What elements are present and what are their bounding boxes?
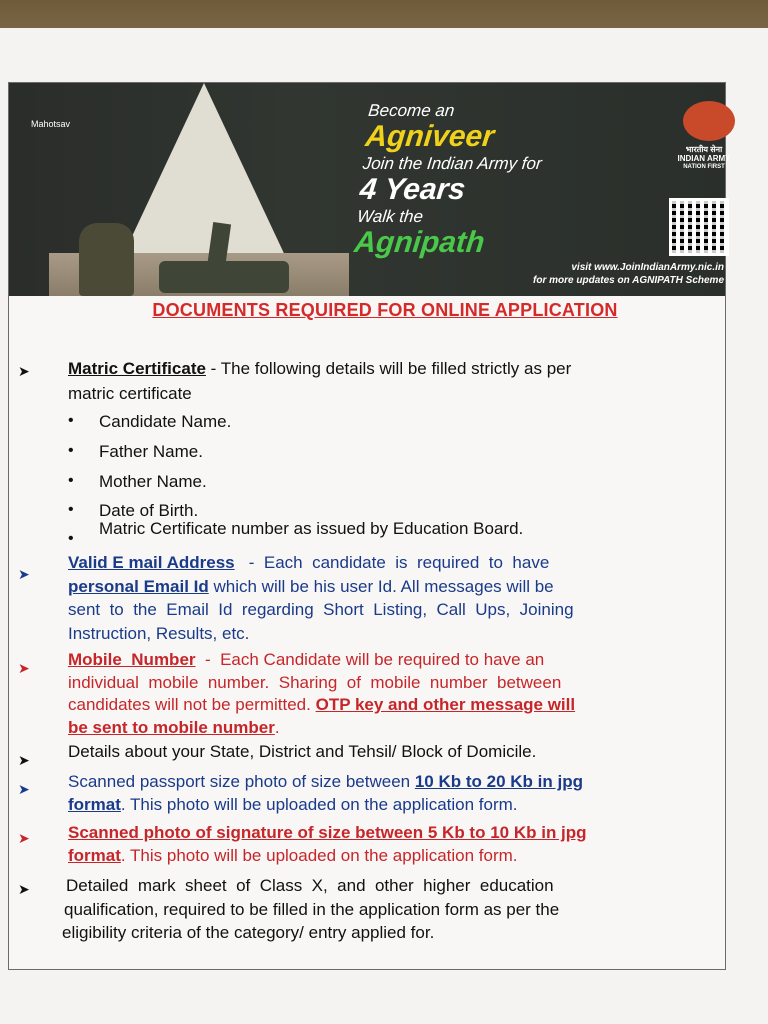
email-line-1 bbox=[68, 553, 549, 573]
mobile-line-3 bbox=[68, 695, 575, 715]
promo-line-5: Walk the bbox=[356, 207, 425, 226]
mobile-line-2: individual mobile number. Sharing of mobile number between bbox=[68, 673, 562, 692]
photo-line-1 bbox=[68, 772, 583, 792]
marksheet-line-3: eligibility criteria of the category/ entry applied for. bbox=[62, 923, 435, 942]
arrow-bullet-icon: ➤ bbox=[18, 660, 30, 676]
bullet-dot-icon: • bbox=[68, 501, 74, 518]
arrow-bullet-icon: ➤ bbox=[18, 830, 30, 846]
arrow-bullet-icon: ➤ bbox=[18, 752, 30, 768]
mobile-line-4 bbox=[68, 718, 280, 738]
mobile-heading: Mobile Number bbox=[68, 650, 196, 669]
signature-format: format bbox=[68, 846, 121, 865]
marksheet-line-1: Detailed mark sheet of Class X, and other higher education bbox=[66, 876, 554, 895]
list-item: Father Name. bbox=[99, 442, 203, 461]
matric-text-1: - The following details will be filled strictly as per bbox=[205, 359, 572, 378]
bullet-dot-icon: • bbox=[68, 412, 74, 429]
email-heading-2: personal Email Id bbox=[68, 577, 209, 596]
list-item: Date of Birth. bbox=[99, 501, 199, 520]
marksheet-line-2: qualification, required to be filled in the application form as per the bbox=[64, 900, 560, 919]
signature-text-2: . This photo will be uploaded on the application form. bbox=[120, 846, 518, 865]
list-item: Candidate Name. bbox=[99, 412, 232, 431]
matric-line-2: matric certificate bbox=[68, 384, 192, 403]
arrow-bullet-icon: ➤ bbox=[18, 363, 30, 379]
arrow-bullet-icon: ➤ bbox=[18, 881, 30, 897]
list-item: Mother Name. bbox=[99, 472, 207, 491]
bullet-dot-icon: • bbox=[68, 472, 74, 489]
arrow-bullet-icon: ➤ bbox=[18, 781, 30, 797]
banner-corner-text: Mahotsav bbox=[31, 119, 71, 129]
mobile-otp-note-2: be sent to mobile number bbox=[68, 718, 275, 737]
page-title: DOCUMENTS REQUIRED FOR ONLINE APPLICATION bbox=[152, 300, 618, 320]
email-heading: Valid E mail Address bbox=[68, 553, 235, 572]
army-hindi: भारतीय सेना bbox=[685, 145, 723, 154]
signature-line-1 bbox=[68, 823, 587, 843]
signature-line-2 bbox=[68, 846, 518, 866]
photo-size: 10 Kb to 20 Kb in jpg bbox=[414, 772, 583, 791]
photo-text-2: . This photo will be uploaded on the application form. bbox=[120, 795, 518, 814]
promo-line-1: Become an bbox=[367, 101, 456, 120]
mobile-text-4-end: . bbox=[274, 718, 280, 737]
signature-size: Scanned photo of signature of size between 5 Kb to 10 Kb in jpg bbox=[68, 823, 587, 842]
mobile-text-1: - Each Candidate will be required to have an bbox=[195, 650, 545, 669]
bullet-dot-icon: • bbox=[68, 530, 74, 547]
email-line-3: sent to the Email Id regarding Short Listing, Call Ups, Joining bbox=[68, 600, 574, 619]
mobile-otp-note: OTP key and other message will bbox=[315, 695, 576, 714]
email-text-2: which will be his user Id. All messages will be bbox=[208, 577, 554, 596]
domicile-line: Details about your State, District and Tehsil/ Block of Domicile. bbox=[68, 742, 537, 761]
promo-years: 4 Years bbox=[358, 173, 467, 206]
email-text-1: - Each candidate is required to have bbox=[234, 553, 550, 572]
photo-text-1: Scanned passport size photo of size between bbox=[68, 772, 415, 791]
matric-line-1 bbox=[68, 359, 571, 379]
promo-agniveer: Agniveer bbox=[363, 120, 496, 153]
arrow-bullet-icon: ➤ bbox=[18, 566, 30, 582]
matric-heading: Matric Certificate bbox=[68, 359, 206, 378]
mobile-line-1 bbox=[68, 650, 544, 670]
email-line-4: Instruction, Results, etc. bbox=[68, 624, 250, 643]
army-english: INDIAN ARMY bbox=[677, 154, 731, 163]
promo-agnipath: Agnipath bbox=[352, 226, 487, 259]
visit-note: for more updates on AGNIPATH Scheme bbox=[533, 275, 724, 286]
promo-line-3: Join the Indian Army for bbox=[361, 154, 543, 173]
photo-format: format bbox=[68, 795, 121, 814]
bullet-dot-icon: • bbox=[68, 442, 74, 459]
list-item: Matric Certificate number as issued by Education Board. bbox=[99, 519, 524, 538]
email-line-2 bbox=[68, 577, 554, 597]
mobile-text-3: candidates will not be permitted. bbox=[68, 695, 316, 714]
visit-url: visit www.JoinIndianArmy.nic.in bbox=[571, 262, 724, 273]
photo-line-2 bbox=[68, 795, 518, 815]
army-motto: NATION FIRST bbox=[683, 164, 725, 170]
